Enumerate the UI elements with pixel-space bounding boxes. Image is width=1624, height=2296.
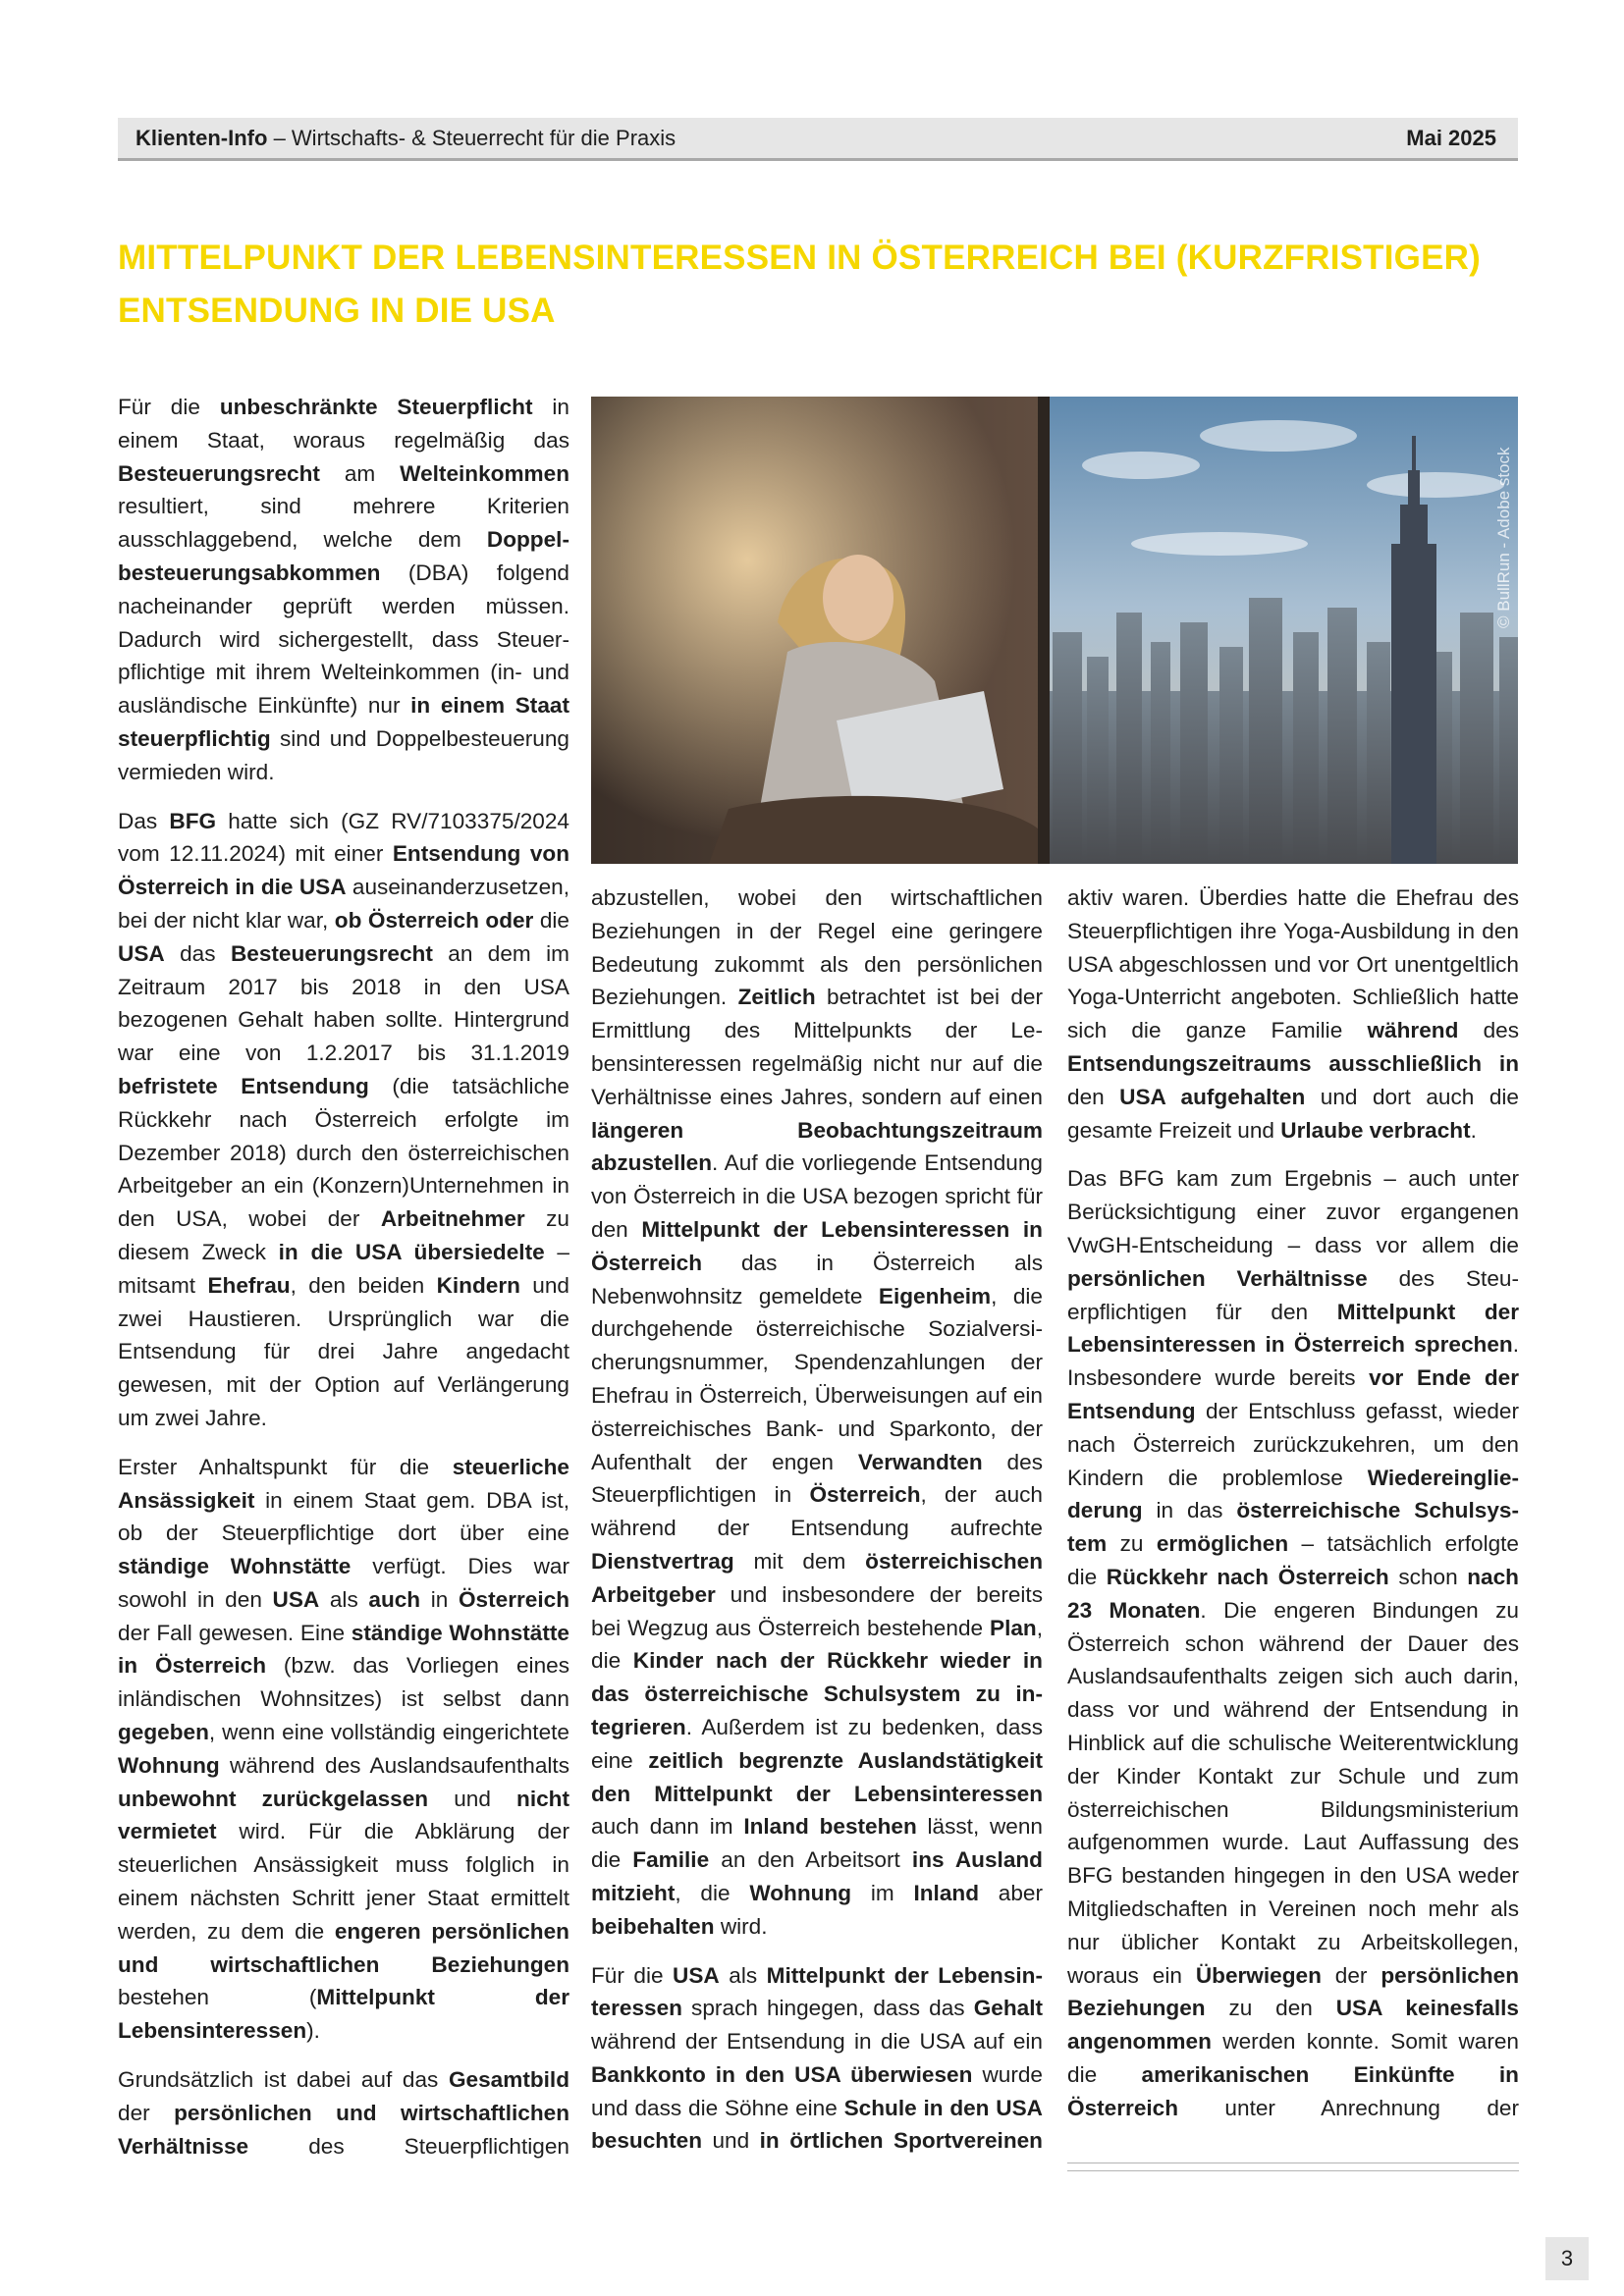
header-subtitle: – Wirtschafts- & Steuerrecht für die Praxis [273,125,677,150]
paragraph: Erster Anhaltspunkt für die steuerliche Ansässigkeit in einem Staat gem. DBA ist, ob der Steuerpflichtige dort über eine ständige Wohnstätte verfügt. Dies war sowohl in den USA als auch in Österreich der Fall gewesen. Eine ständige Wohnstätte in Österreich (bzw. das Vorliegen eines inländischen Wohnsitzes) ist selbst dann gegeben, wenn eine vollständig eingerichtete Wohnung während des Auslandsaufenthalts unbewohnt zurückgelassen und nicht vermietet wird. Für die Abklärung der steuerlichen Ansässigkeit muss folglich in einem nächsten Schritt jener Staat ermittelt werden, zu dem die engeren persönlichen und wirtschaftlichen Beziehungen bestehen (Mittelpunkt der Lebensinteressen). [118,1454,570,2044]
article-title: MITTELPUNKT DER LEBENSINTERESSEN IN ÖSTERREICH BEI (KURZFRISTIGER) ENTSENDUNG IN DIE USA [118,239,1481,330]
running-header [118,118,1518,161]
header-left [135,126,676,151]
paragraph: Grundsätzlich ist dabei auf das Gesamtbild der persönlichen und wirtschaftlichen Verhältnisse des Steuerpflichtigen [118,2067,569,2159]
text-column-3 [1067,881,1519,2124]
text-column-1 [118,391,569,2163]
paragraph: Für die USA als Mittelpunkt der Lebensinteressen sprach hingegen, dass das Gehalt während der Entsendung in die USA auf ein Bankkonto in den USA überwiesen wurde und dass die Söhne eine Schule in den USA besuchten und in örtlichen Sportvereinen [591,1962,1043,2154]
header-brand: Klienten-Info [135,125,268,150]
article-photo [591,397,1518,864]
page-number: 3 [1545,2237,1589,2280]
paragraph: Für die unbeschränkte Steuerpflicht in einem Staat, woraus regelmäßig das Besteuerungsrecht am Welteinkommen resultiert, sind mehrere Kriterien ausschlaggebend, welche dem Doppelbesteuerungsabkommen (DBA) folgend nacheinander geprüft werden müssen. Dadurch wird sichergestellt, dass Steuerpflichtige mit ihrem Welteinkommen (in- und ausländische Einkünfte) nur in einem Staat steuerpflichtig sind und Doppelbesteuerung vermieden wird. [118,395,569,784]
image-credit: © BullRun - Adobe stock [1494,447,1513,628]
paragraph: Das BFG hatte sich (GZ RV/7103375/2024 vom 12.11.2024) mit einer Entsendung von Österreich in die USA auseinanderzusetzen, bei der nicht klar war, ob Österreich oder die USA das Besteuerungsrecht an dem im Zeitraum 2017 bis 2018 in den USA bezogenen Gehalt haben sollte. Hintergrund war eine von 1.2.2017 bis 31.1.2019 befristete Entsendung (die tatsächliche Rückkehr nach Österreich erfolgte im Dezember 2018) durch den österreichischen Arbeitgeber an ein (Konzern)Unternehmen in den USA, wobei der Arbeitnehmer zu diesem Zweck in die USA übersiedelte – mitsamt Ehefrau, den beiden Kindern und zwei Haustieren. Ursprünglich war die Entsendung für drei Jahre angedacht gewesen, mit der Option auf Verlängerung um zwei Jahre. [118,808,570,1430]
paragraph: aktiv waren. Überdies hatte die Ehefrau des Steuerpflichtigen ihre Yoga-Ausbildung in den USA abgeschlossen und vor Ort unentgeltlich Yoga-Unterricht angeboten. Schließlich hatte sich die ganze Familie während des Entsendungszeitraums ausschließlich in den USA aufgehalten und dort auch die gesamte Freizeit und Urlaube verbracht. [1067,885,1519,1143]
text-column-2 [591,881,1043,2158]
header-date: Mai 2025 [1406,125,1496,150]
woman-laptop-skyline-image [591,397,1518,864]
paragraph: abzustellen, wobei den wirtschaftlichen Beziehungen in der Regel eine geringere Bedeutung zukommt als den persönlichen Beziehungen. Zeitlich betrachtet ist bei der Ermittlung des Mittelpunkts der Lebensinteressen regelmäßig nicht nur auf die Verhältnisse eines Jahres, sondern auf einen längeren Beobachtungszeitraum abzustellen. Auf die vorliegende Entsendung von Österreich in die USA bezogen spricht für den Mittelpunkt der Lebensinteressen in Österreich das in Österreich als Nebenwohnsitz gemeldete Eigenheim, die durchgehende österreichische Sozialversicherungsnummer, Spendenzahlungen der Ehefrau in Österreich, Überweisungen auf ein österreichisches Bank- und Sparkonto, der Aufenthalt der engen Verwandten des Steuerpflichtigen in Österreich, der auch während der Entsendung aufrechte Dienstvertrag mit dem österreichischen Arbeitgeber und insbesondere der bereits bei Wegzug aus Österreich bestehende Plan, die Kinder nach der Rückkehr wieder in das österreichische Schulsystem zu integrieren. Außerdem ist zu bedenken, dass eine zeitlich begrenzte Auslandstätigkeit den Mittelpunkt der Lebensinteressen auch dann im Inland bestehen lässt, wenn die Familie an den Arbeitsort ins Ausland mitzieht, die Wohnung im Inland aber beibehalten wird. [591,885,1043,1939]
paragraph: Das BFG kam zum Ergebnis – auch unter Berücksichtigung einer zuvor ergangenen VwGH-Entscheidung – dass vor allem die persönlichen Verhältnisse des Steuerpflichtigen für den Mittelpunkt der Lebensinteressen in Österreich sprechen. Insbesondere wurde bereits vor Ende der Entsendung der Entschluss gefasst, wieder nach Österreich zurückzukehren, um den Kindern die problemlose Wiedereingliederung in das österreichische Schulsystem zu ermöglichen – tatsächlich erfolgte die Rückkehr nach Österreich schon nach 23 Monaten. Die engeren Bindungen zu Österreich schon während der Dauer des Auslandsaufenthalts zeigen sich auch darin, dass vor und während der Entsendung in Hinblick auf die schulische Weiterentwicklung der Kinder Kontakt zur Schule und zum österreichischen Bildungsministerium aufgenommen wurde. Laut Auffassung des BFG bestanden hingegen in den USA weder Mitgliedschaften in Vereinen noch mehr als nur üblicher Kontakt zu Arbeitskollegen, woraus ein Überwiegen der persönlichen Beziehungen zu den USA keinesfalls angenommen werden konnte. Somit waren die amerikanischen Einkünfte in Österreich unter Anrechnung der [1067,1166,1519,2120]
article-end-rule [1067,2163,1519,2171]
